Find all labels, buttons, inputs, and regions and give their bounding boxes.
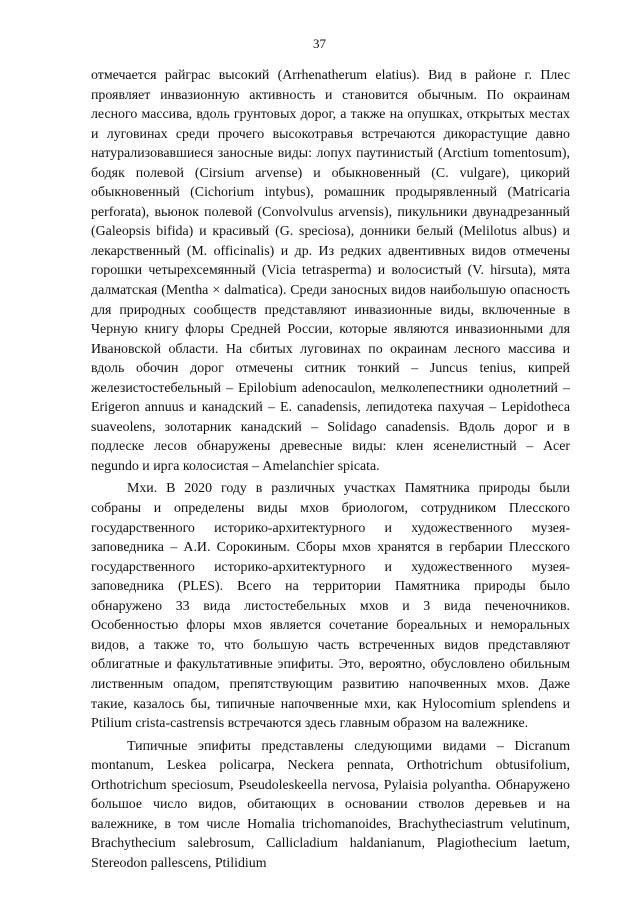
page-number: 37 [313, 36, 326, 51]
body-text [91, 66, 570, 873]
paragraph-mosses: Мхи. В 2020 году в различных участках Памятника природы были собраны и определены виды мхов бриологом, сотрудником Плесского государственного историко-архитектурного и художественного музея-заповедника – А.И. Сорокиным. Сборы мхов хранятся в гербарии Плесского государственного историко-архитектурного и художественного музея-заповедника (PLES). Всего на территории Памятника природы было обнаружено 33 вида листостебельных мхов и 3 вида печеночников. Особенностью флоры мхов является сочетание бореальных и неморальных видов, а также то, что большую часть встреченных видов представляют облигатные и факультативные эпифиты. Это, вероятно, обусловлено обильным лиственным опадом, препятствующим развитию напочвенных мхов. Даже такие, казалось бы, типичные напочвенные мхи, как Hylocomium splendens и Ptilium crista-castrensis встречаются здесь главным образом на валежнике. [91, 481, 570, 732]
paragraph-invasive-species: отмечается райграс высокий (Arrhenatherum elatius). Вид в районе г. Плес проявляет инвазионную активность и становится обычным. По окраинам лесного массива, вдоль грунтовых дорог, а также на опушках, открытых местах и луговинах среди прочего высокотравья встречаются дикорастущие давно натурализовавшиеся заносные виды: лопух паутинистый (Arctium tomentosum), бодяк полевой (Cirsium arvense) и обыкновенный (C. vulgare), цикорий обыкновенный (Cichorium intybus), ромашник продырявленный (Matricaria perforata), вьюнок полевой (Convolvulus arvensis), пикульники двунадрезанный (Galeopsis bifida) и красивый (G. speciosa), донники белый (Melilotus albus) и лекарственный (M. officinalis) и др. Из редких адвентивных видов отмечены горошки четырехсемянный (Vicia tetrasperma) и волосистый (V. hirsuta), мята далматская (Mentha × dalmatica). Среди заносных видов наибольшую опасность для природных сообществ представляют инвазионные виды, включенные в Черную книгу флоры Средней России, которые являются инвазионными для Ивановской области. На сбитых луговинах по окраинам лесного массива и вдоль обочин дорог отмечены ситник тонкий – Juncus tenius, кипрей железистостебельный – Epilobium adenocaulon, мелколепестники однолетний – Erigeron annuus и канадский – E. canadensis, лепидотека пахучая – Lepidotheca suaveolens, золотарник канадский – Solidago canadensis. Вдоль дорог и в подлеске лесов обнаружены древесные виды: клен ясенелистный – Acer negundo и ирга колосистая – Amelanchier spicata. [91, 68, 570, 474]
paragraph-epiphytes: Типичные эпифиты представлены следующими видами – Dicranum montanum, Leskea policarpa, Neckera pennata, Orthotrichum obtusifolium, Orthotrichum speciosum, Pseudoleskeella nervosa, Pylaisia polyantha. Обнаружено большое число видов, обитающих в основании стволов деревьев и на валежнике, в том числе Homalia trichomanoides, Brachytheciastrum velutinum, Brachythecium salebrosum, Callicladium haldanianum, Plagiothecium laetum, Stereodon pallescens, Ptilidium [91, 738, 570, 871]
